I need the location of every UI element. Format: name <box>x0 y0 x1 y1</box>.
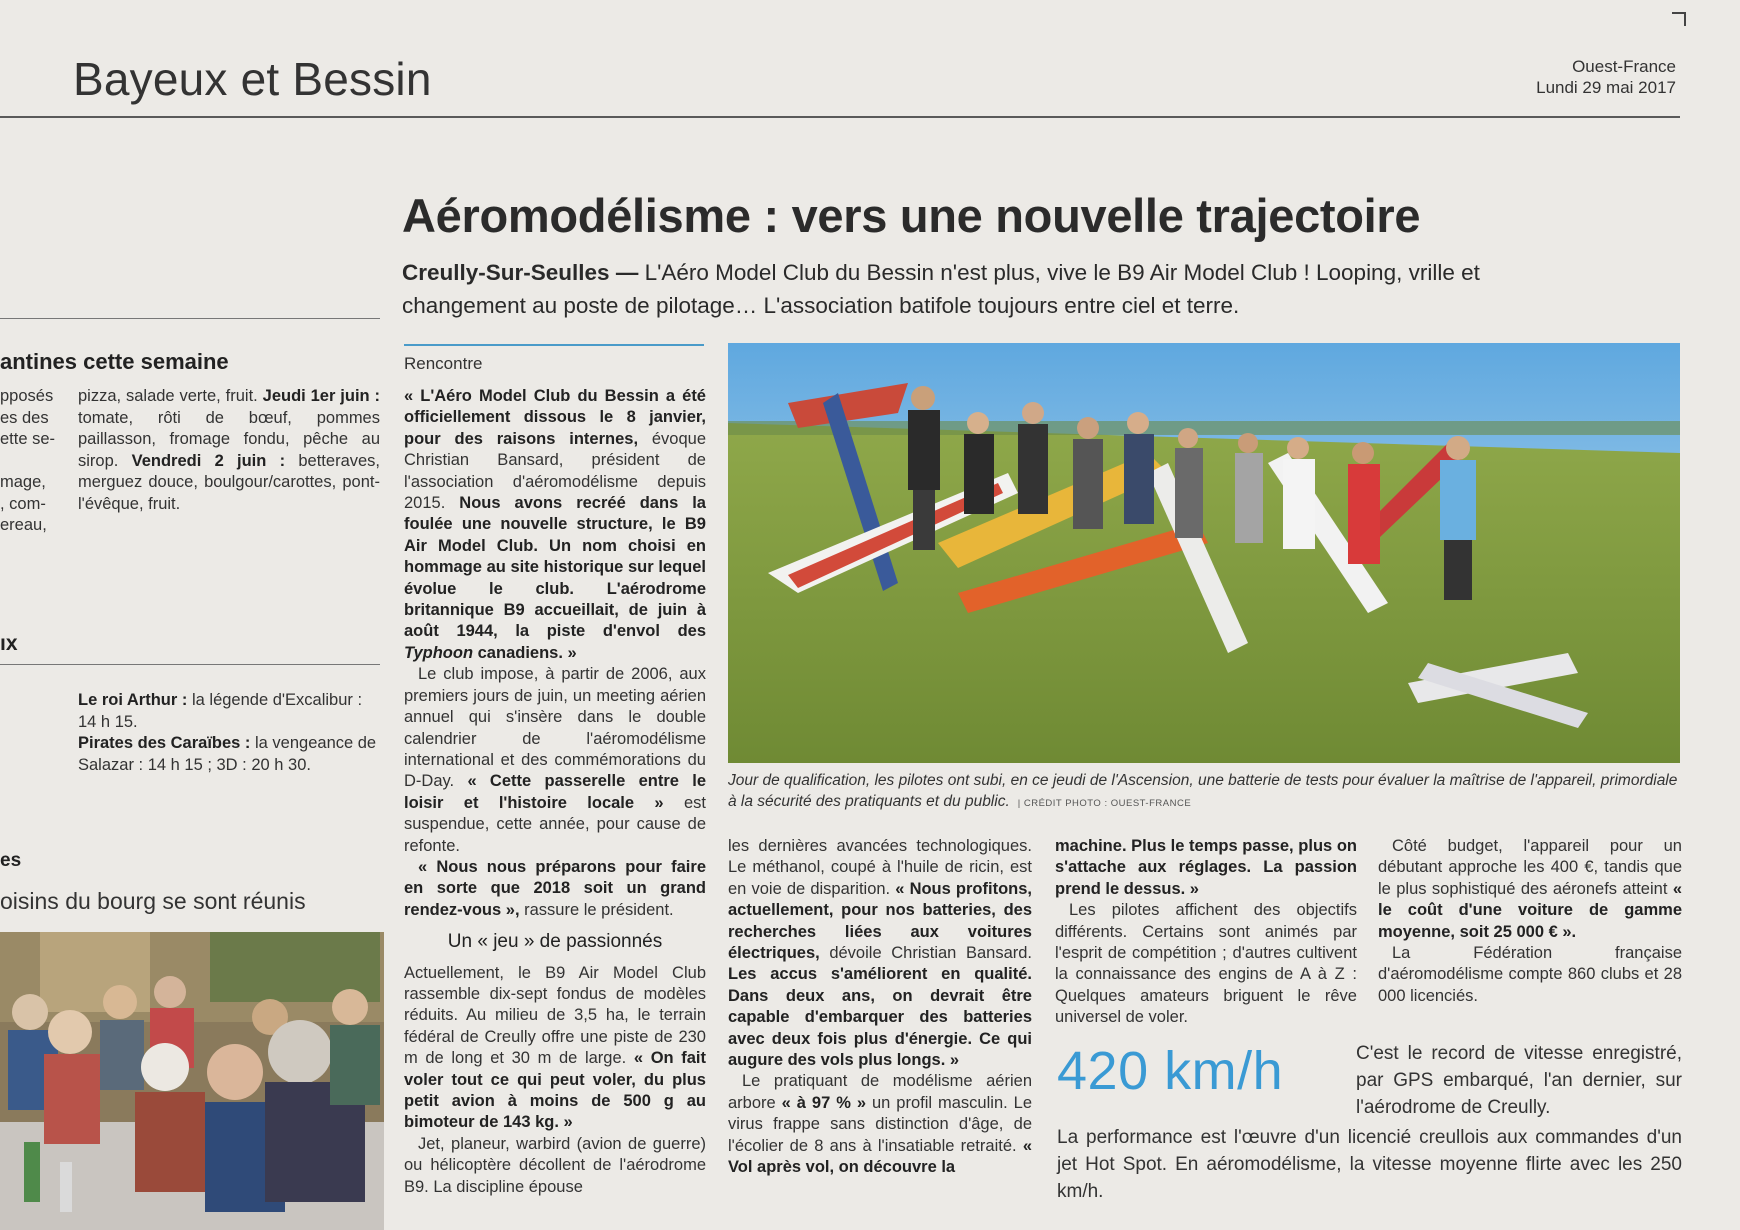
paragraph: Actuellement, le B9 Air Model Club rassemble dix-sept fondus de modèles réduits. Au milieu de 3,5 ha, le terrain fédéral de Creully offre une piste de 230 m de long et 30 m de large. « On fait voler tout ce qui peut voler, du plus petit avion à moins de 500 g au bimoteur de 143 kg. » <box>404 963 707 1132</box>
paragraph: Côté budget, l'appareil pour un débutant approche les 400 €, tandis que le plus sophistiqué des aéronefs atteint « le coût d'une voiture de gamme moyenne, soit 25 000 € ». <box>1378 837 1682 941</box>
cinema-item: Pirates des Caraïbes : la vengeance de Salazar : 14 h 15 ; 3D : 20 h 30. <box>78 734 377 774</box>
paragraph: « L'Aéro Model Club du Bessin a été officiellement dissous le 8 janvier, pour des raisons internes, évoque Christian Bansard, président de l'association d'aéromodélisme depuis 2015. Nous avons recréé dans la foulée une nouvelle structure, le B9 Air Model Club. Un nom choisi en hommage au site historique sur lequel évolue le club. L'aérodrome britannique B9 accueillait, de juin à août 1944, la piste d'envol des Typhoon canadiens. » <box>404 387 707 662</box>
paper-name: Ouest-France <box>1572 57 1676 76</box>
paragraph: Les pilotes affichent des objectifs différents. Certains sont animés par l'esprit de compétition ; d'autres cultivent la connaissance des engins de A à Z : Quelques amateurs briguent le rêve universel de voler. <box>1055 901 1357 1027</box>
cinema-listing <box>78 690 380 776</box>
rubric-rule <box>404 344 704 346</box>
paragraph: Le pratiquant de modélisme aérien arbore « à 97 % » un profil masculin. Le virus frappe sans distinction d'âge, de l'écolier de 8 ans à l'insatiable retraité. « Vol après vol, on découvre la <box>728 1072 1033 1177</box>
issue-date: Lundi 29 mai 2017 <box>1536 78 1676 97</box>
header-rule <box>0 116 1680 118</box>
article-lede: Creully-Sur-Seulles — L'Aéro Model Club du Bessin n'est plus, vive le B9 Air Model Club ! Looping, vrille et changement au poste de pilotage… L'association batifole toujours entre ciel et terre. <box>402 260 1480 318</box>
paragraph: La Fédération française d'aéromodélisme compte 860 clubs et 28 000 licenciés. <box>1378 944 1682 1005</box>
left-rule-1 <box>0 318 380 319</box>
lede-place: Creully-Sur-Seulles — <box>402 260 639 285</box>
paragraph: Jet, planeur, warbird (avion de guerre) ou hélicoptère décollent de l'aérodrome B9. La discipline épouse <box>404 1134 706 1196</box>
article-column-4 <box>1378 836 1682 1007</box>
left-photo-villagers <box>0 932 384 1230</box>
photo-caption: Jour de qualification, les pilotes ont subi, en ce jeudi de l'Ascension, une batterie de tests pour évaluer la maîtrise de l'appareil, primordiale à la sécurité des pratiquants et du public. | CRÉDIT PHOTO : OUEST-FRANCE <box>728 772 1678 810</box>
left-rule-2 <box>0 664 380 665</box>
speed-stat-body: La performance est l'œuvre d'un licencié creullois aux commandes d'un jet Hot Spot. En aéromodélisme, la vitesse moyenne flirte avec les 250 km/h. <box>1057 1127 1682 1202</box>
paragraph: les dernières avancées technologiques. Le méthanol, coupé à l'huile de ricin, est en voie de disparition. « Nous profitons, actuellement, pour nos batteries, des recherches liées aux voitures électriques, dévoile Christian Bansard. Les accus s'améliorent en qualité. Dans deux ans, on devrait être capable d'embarquer des batteries avec deux fois plus d'énergie. Ce qui augure des vols plus longs. » <box>728 837 1033 1070</box>
article-photo-pilots <box>728 343 1680 763</box>
speed-stat-value: 420 km/h <box>1057 1041 1284 1101</box>
paragraph: « Nous nous préparons pour faire en sorte que 2018 soit un grand rendez-vous », rassure le président. <box>404 857 706 919</box>
masthead <box>1536 56 1676 98</box>
events-title: oisins du bourg se sont réunis <box>0 888 306 914</box>
menu-left-fragment: pposés es des ette se- mage, , com- ereau, <box>0 387 56 534</box>
paragraph: machine. Plus le temps passe, plus on s'attache aux réglages. La passion prend le dessus. » <box>1055 837 1357 898</box>
events-heading: es <box>0 850 22 871</box>
article-column-3 <box>1055 836 1357 1029</box>
speed-stat-text: C'est le record de vitesse enregistré, par GPS embarqué, l'an dernier, sur l'aérodrome de Creully. <box>1356 1043 1682 1118</box>
paragraph: Le club impose, à partir de 2006, aux premiers jours de juin, un meeting aérien annuel qui s'insère dans le double calendrier de l'aéromodélisme international et des commémorations du D-Day. « Cette passerelle entre le loisir et l'histoire locale » est suspendue, cette année, pour cause de refonte. <box>404 665 706 855</box>
article-headline: Aéromodélisme : vers une nouvelle trajectoire <box>402 189 1421 242</box>
photo-credit: | CRÉDIT PHOTO : OUEST-FRANCE <box>1017 798 1192 809</box>
rubric: Rencontre <box>404 354 483 373</box>
subheading: Un « jeu » de passionnés <box>447 931 663 953</box>
menu-heading: antines cette semaine <box>0 349 229 374</box>
section-title: Bayeux et Bessin <box>73 53 432 105</box>
cinema-heading: ıx <box>0 632 18 655</box>
article-column-1 <box>404 386 706 1198</box>
menu-text: pizza, salade verte, fruit. Jeudi 1er juin : tomate, rôti de bœuf, pommes paillasson, fromage fondu, pêche au sirop. Vendredi 2 juin : betteraves, merguez douce, boulgour/carottes, pont-l'évêque, fruit. <box>78 387 381 513</box>
article-column-2 <box>728 836 1032 1179</box>
crop-mark <box>1672 12 1686 26</box>
cinema-item: Le roi Arthur : la légende d'Excalibur : 14 h 15. <box>78 691 363 731</box>
